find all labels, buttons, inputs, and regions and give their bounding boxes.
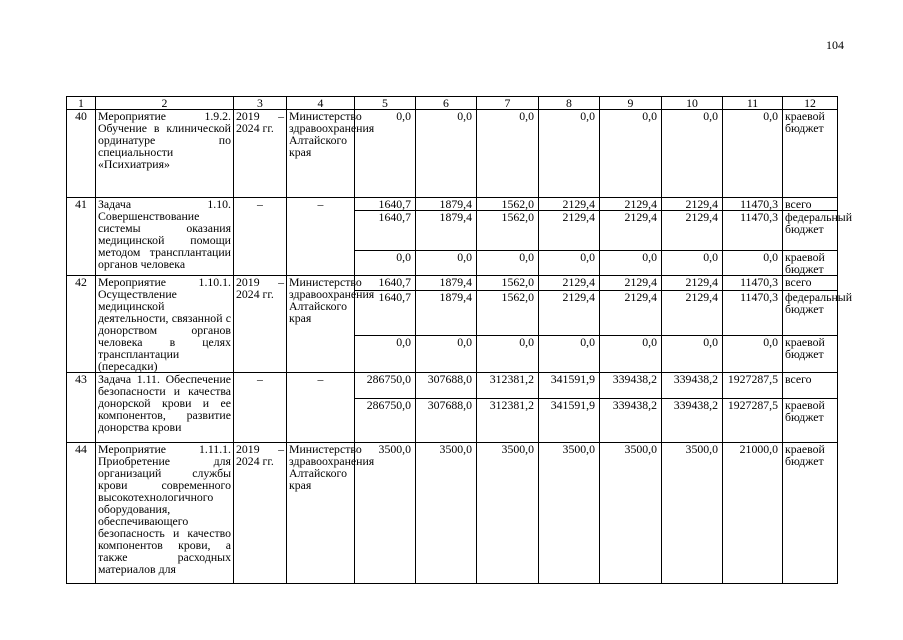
row-executor: Министерство здравоохранения Алтайского края [287, 443, 355, 584]
value-cell: 11470,3 [723, 211, 783, 251]
value-cell: 341591,9 [539, 373, 600, 399]
value-cell: 2129,4 [539, 198, 600, 211]
row-period: 2019 – 2024 гг. [234, 110, 287, 198]
value-cell: 0,0 [600, 335, 662, 372]
value-cell: 312381,2 [477, 399, 539, 443]
funding-source: краевой бюджет [783, 335, 838, 372]
value-cell: 11470,3 [723, 198, 783, 211]
value-cell: 2129,4 [662, 211, 723, 251]
funding-source: краевой бюджет [783, 251, 838, 276]
value-cell: 3500,0 [477, 443, 539, 584]
value-cell: 3500,0 [662, 443, 723, 584]
value-cell: 11470,3 [723, 290, 783, 335]
row-name: Задача 1.11. Обеспечение безопасности и качества донорской крови и ее компонентов, развитие донорства крови [96, 373, 234, 443]
funding-source: краевой бюджет [783, 443, 838, 584]
header-cell: 12 [783, 97, 838, 110]
value-cell: 0,0 [477, 251, 539, 276]
value-cell: 11470,3 [723, 276, 783, 291]
header-cell: 6 [416, 97, 477, 110]
value-cell: 0,0 [723, 110, 783, 198]
row-executor: – [287, 373, 355, 443]
value-cell: 21000,0 [723, 443, 783, 584]
row-executor: Министерство здравоохранения Алтайского края [287, 276, 355, 373]
value-cell: 0,0 [416, 251, 477, 276]
value-cell: 3500,0 [416, 443, 477, 584]
value-cell: 0,0 [662, 251, 723, 276]
header-cell: 3 [234, 97, 287, 110]
header-cell: 4 [287, 97, 355, 110]
header-cell: 8 [539, 97, 600, 110]
value-cell: 0,0 [539, 110, 600, 198]
value-cell: 3500,0 [600, 443, 662, 584]
page-number: 104 [826, 38, 844, 52]
row-period: 2019 – 2024 гг. [234, 276, 287, 373]
row-number: 43 [67, 373, 96, 443]
value-cell: 286750,0 [355, 399, 416, 443]
funding-source: всего [783, 373, 838, 399]
table-header-row [67, 97, 838, 110]
value-cell: 0,0 [477, 110, 539, 198]
value-cell: 339438,2 [662, 399, 723, 443]
value-cell: 0,0 [416, 335, 477, 372]
header-cell: 1 [67, 97, 96, 110]
value-cell: 341591,9 [539, 399, 600, 443]
funding-source: всего [783, 198, 838, 211]
value-cell: 286750,0 [355, 373, 416, 399]
row-number: 42 [67, 276, 96, 373]
value-cell: 1879,4 [416, 276, 477, 291]
row-name: Мероприятие 1.11.1. Приобретение для организаций службы крови современного высокотехнологичного оборудования, обеспечивающего безопасность и качество компонентов крови, а также расходных материалов для [96, 443, 234, 584]
value-cell: 0,0 [723, 335, 783, 372]
row-name: Задача 1.10. Совершенствование системы оказания медицинской помощи методом трансплантации органов человека [96, 198, 234, 276]
value-cell: 0,0 [416, 110, 477, 198]
value-cell: 0,0 [355, 251, 416, 276]
table-row [67, 110, 838, 198]
table-row [67, 198, 838, 211]
row-executor: – [287, 198, 355, 276]
value-cell: 1927287,5 [723, 399, 783, 443]
value-cell: 339438,2 [662, 373, 723, 399]
value-cell: 1879,4 [416, 290, 477, 335]
value-cell: 2129,4 [662, 290, 723, 335]
value-cell: 307688,0 [416, 399, 477, 443]
row-period: – [234, 198, 287, 276]
row-number: 44 [67, 443, 96, 584]
value-cell: 0,0 [600, 110, 662, 198]
value-cell: 2129,4 [539, 290, 600, 335]
program-table [66, 96, 853, 584]
table-row [67, 373, 838, 399]
header-cell: 11 [723, 97, 783, 110]
value-cell: 307688,0 [416, 373, 477, 399]
table-row [67, 443, 838, 584]
row-executor: Министерство здравоохранения Алтайского края [287, 110, 355, 198]
value-cell: 0,0 [355, 335, 416, 372]
value-cell: 2129,4 [600, 276, 662, 291]
value-cell: 2129,4 [539, 276, 600, 291]
value-cell: 0,0 [539, 251, 600, 276]
value-cell: 1879,4 [416, 211, 477, 251]
value-cell: 2129,4 [600, 290, 662, 335]
value-cell: 2129,4 [662, 198, 723, 211]
value-cell: 0,0 [539, 335, 600, 372]
row-number: 40 [67, 110, 96, 198]
value-cell: 1927287,5 [723, 373, 783, 399]
row-number: 41 [67, 198, 96, 276]
value-cell: 2129,4 [600, 198, 662, 211]
value-cell: 1562,0 [477, 211, 539, 251]
header-cell: 2 [96, 97, 234, 110]
header-cell: 9 [600, 97, 662, 110]
value-cell: 0,0 [600, 251, 662, 276]
row-name: Мероприятие 1.9.2. Обучение в клинической ординатуре по специальности «Психиатрия» [96, 110, 234, 198]
table-row [67, 276, 838, 291]
funding-source: федеральный бюджет [783, 290, 838, 335]
value-cell: 2129,4 [600, 211, 662, 251]
value-cell: 0,0 [662, 335, 723, 372]
row-period: – [234, 373, 287, 443]
value-cell: 1562,0 [477, 276, 539, 291]
value-cell: 2129,4 [539, 211, 600, 251]
value-cell: 1562,0 [477, 290, 539, 335]
value-cell: 0,0 [355, 110, 416, 198]
value-cell: 2129,4 [662, 276, 723, 291]
row-name: Мероприятие 1.10.1. Осуществление медицинской деятельности, связанной с донорством органов человека в целях трансплантации (пересадки) [96, 276, 234, 373]
value-cell: 0,0 [723, 251, 783, 276]
header-cell: 7 [477, 97, 539, 110]
header-cell: 10 [662, 97, 723, 110]
value-cell: 1562,0 [477, 198, 539, 211]
value-cell: 1640,7 [355, 198, 416, 211]
funding-source: всего [783, 276, 838, 291]
header-cell: 5 [355, 97, 416, 110]
value-cell: 1879,4 [416, 198, 477, 211]
value-cell: 0,0 [477, 335, 539, 372]
value-cell: 339438,2 [600, 373, 662, 399]
value-cell: 3500,0 [355, 443, 416, 584]
value-cell: 1640,7 [355, 211, 416, 251]
funding-source: краевой бюджет [783, 399, 838, 443]
value-cell: 0,0 [662, 110, 723, 198]
value-cell: 3500,0 [539, 443, 600, 584]
value-cell: 1640,7 [355, 276, 416, 291]
value-cell: 1640,7 [355, 290, 416, 335]
value-cell: 339438,2 [600, 399, 662, 443]
value-cell: 312381,2 [477, 373, 539, 399]
funding-source: краевой бюджет [783, 110, 838, 198]
row-period: 2019 – 2024 гг. [234, 443, 287, 584]
funding-source: федеральный бюджет [783, 211, 838, 251]
